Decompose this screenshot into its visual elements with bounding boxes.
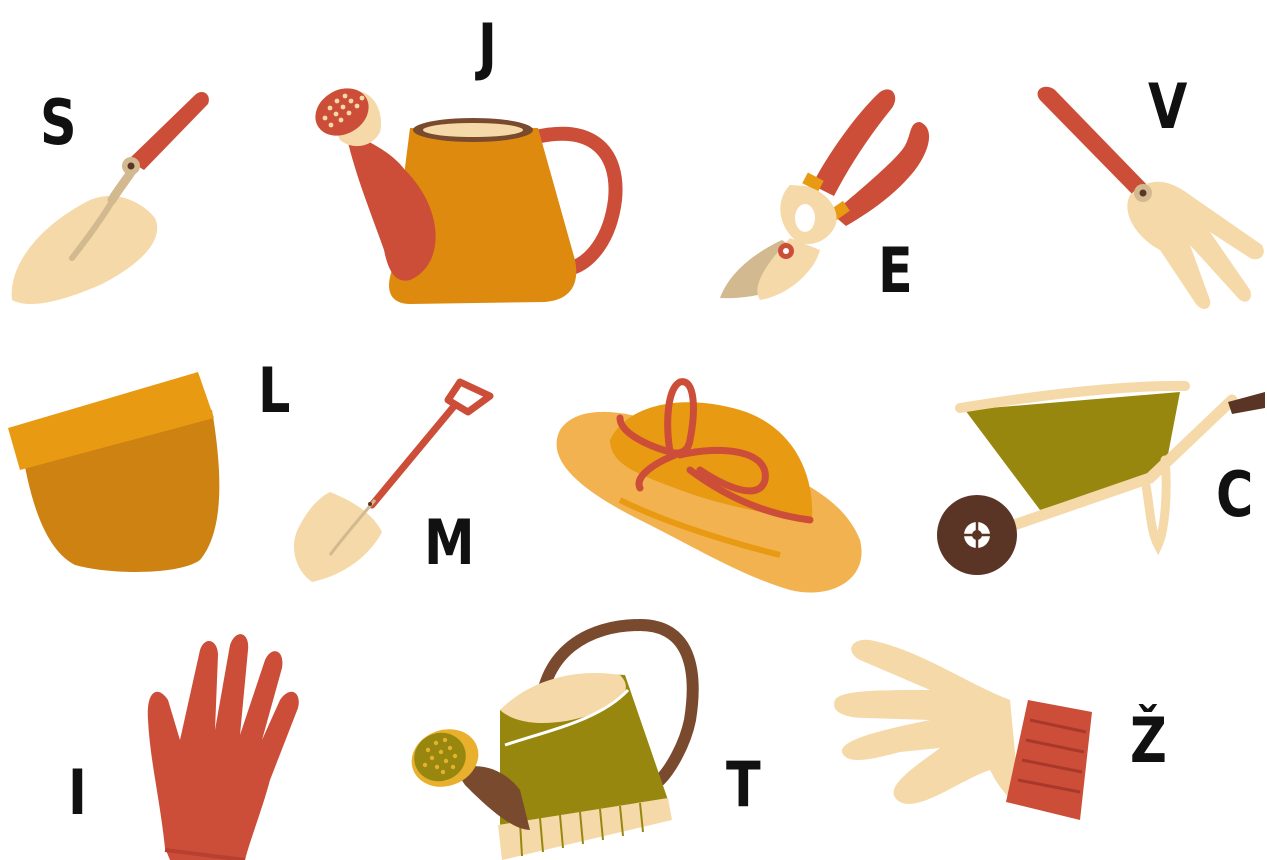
letter-i: I <box>68 756 87 829</box>
letter-v: V <box>1148 70 1188 143</box>
red-glove-icon <box>148 634 299 860</box>
cream-glove-icon <box>834 640 1092 820</box>
letter-z-caron: Ž <box>1130 704 1167 777</box>
sun-hat-icon <box>557 382 862 593</box>
letter-m: M <box>424 506 475 579</box>
letter-e: E <box>878 234 913 307</box>
flower-pot-icon <box>8 372 219 572</box>
letter-s: S <box>40 86 77 159</box>
watering-can-icon <box>307 79 616 304</box>
letter-c: C <box>1216 458 1254 531</box>
green-watering-can-icon <box>403 625 692 860</box>
letter-l: L <box>258 354 291 427</box>
letter-t: T <box>726 748 761 821</box>
letter-j: J <box>478 10 497 83</box>
